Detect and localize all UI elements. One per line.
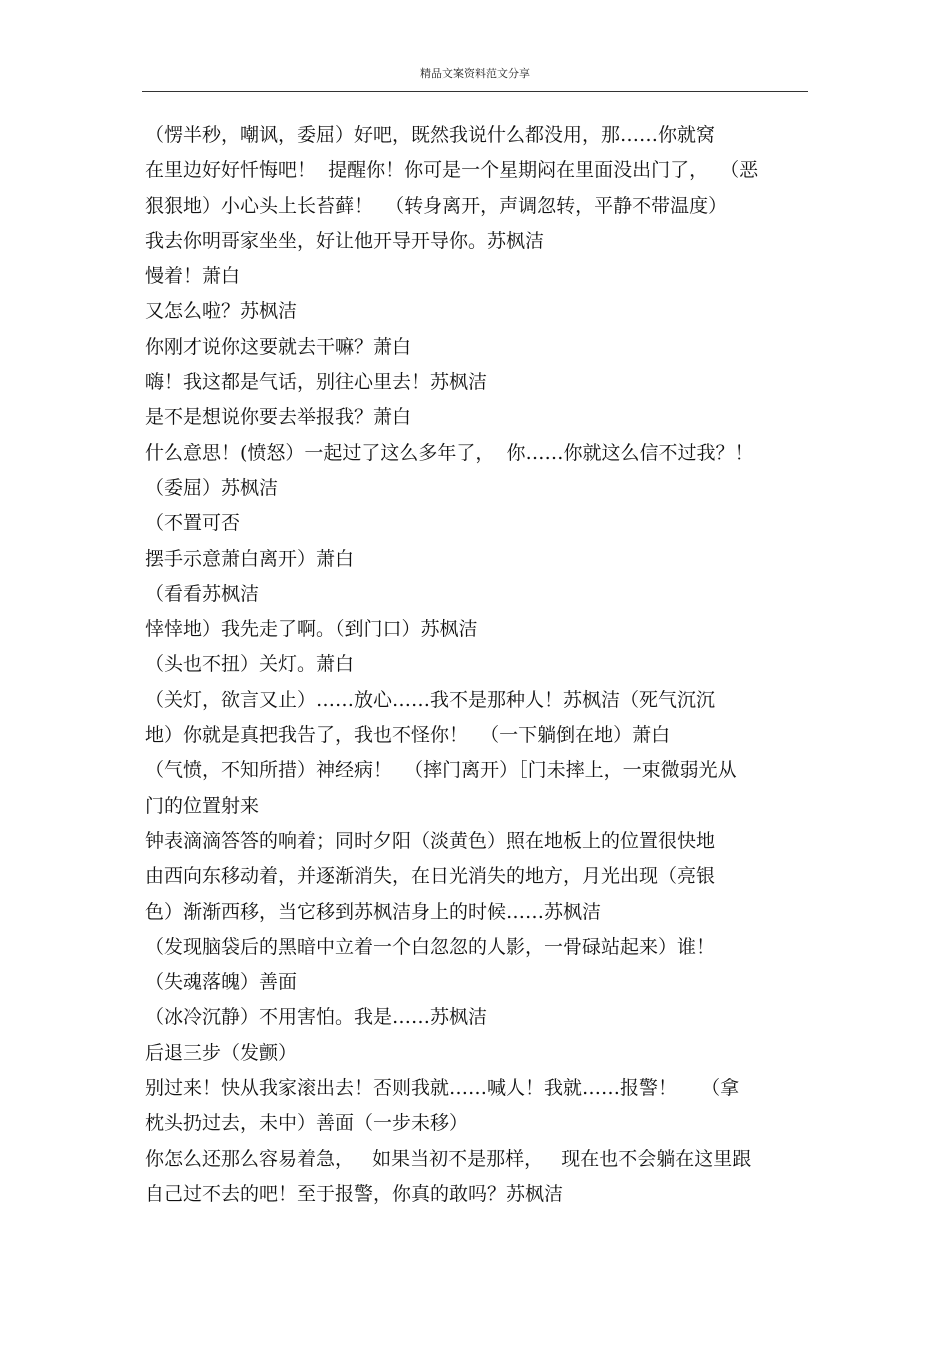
text-line: 嗨！我这都是气话，别往心里去！苏枫洁 [145, 371, 488, 394]
text-line: （委屈）苏枫洁 [145, 476, 279, 499]
text-line: 色）渐渐西移，当它移到苏枫洁身上的时候……苏枫洁 [145, 900, 602, 923]
text-line: （关灯，欲言又止）……放心……我不是那种人！苏枫洁（死气沉沉 [145, 688, 716, 711]
text-line: （失魂落魄）善面 [145, 971, 298, 994]
text-line: 慢着！萧白 [145, 265, 241, 288]
text-line: 后退三步（发颤） [145, 1041, 298, 1064]
text-line: （气愤，不知所措）神经病！ （摔门离开）［门未摔上，一束微弱光从 [145, 759, 737, 782]
text-line: 门的位置射来 [145, 794, 260, 817]
page-header-title: 精品文案资料范文分享 [420, 67, 530, 80]
text-line: 别过来！快从我家滚出去！否则我就……喊人！我就……报警！ （拿 [145, 1077, 740, 1100]
text-line: 我去你明哥家坐坐，好让他开导开导你。苏枫洁 [145, 229, 545, 252]
text-line: 你刚才说你这要就去干嘛？萧白 [145, 335, 412, 358]
text-line: 什么意思！(愤怒）一起过了这么多年了， 你……你就这么信不过我？！ [145, 441, 754, 464]
text-line: （愣半秒，嘲讽，委屈）好吧，既然我说什么都没用，那……你就窝 [145, 124, 716, 146]
text-line: 由西向东移动着，并逐渐消失，在日光消失的地方，月光出现（亮银 [145, 865, 716, 888]
header-divider [142, 91, 808, 92]
text-line: 枕头扔过去，未中）善面（一步未移） [145, 1112, 469, 1135]
text-line: （不置可否 [145, 512, 241, 535]
text-line: （头也不扭）关灯。萧白 [145, 653, 355, 676]
text-line: 你怎么还那么容易着急， 如果当初不是那样， 现在也不会躺在这里跟 [145, 1147, 752, 1170]
text-line: 地）你就是真把我告了，我也不怪你！ （一下躺倒在地）萧白 [145, 724, 671, 747]
text-line: 狠狠地）小心头上长苔藓！ （转身离开，声调忽转，平静不带温度） [145, 194, 728, 217]
script-body [145, 118, 815, 1212]
text-line: 摆手示意萧白离开）萧白 [145, 547, 355, 570]
text-line: 钟表滴滴答答的响着；同时夕阳（淡黄色）照在地板上的位置很快地 [145, 829, 716, 852]
text-line: 在里边好好忏悔吧！ 提醒你！你可是一个星期闷在里面没出门了， （恶 [145, 159, 759, 182]
text-line: 又怎么啦？苏枫洁 [145, 300, 298, 323]
text-line: 自己过不去的吧！至于报警，你真的敢吗？苏枫洁 [145, 1182, 564, 1205]
text-line: 悻悻地）我先走了啊。（到门口）苏枫洁 [145, 618, 478, 641]
text-line: （冰冷沉静）不用害怕。我是……苏枫洁 [145, 1006, 488, 1029]
text-line: 是不是想说你要去举报我？萧白 [145, 406, 412, 429]
text-line: （发现脑袋后的黑暗中立着一个白忽忽的人影，一骨碌站起来）谁！ [145, 935, 716, 958]
text-line: （看看苏枫洁 [145, 582, 260, 605]
